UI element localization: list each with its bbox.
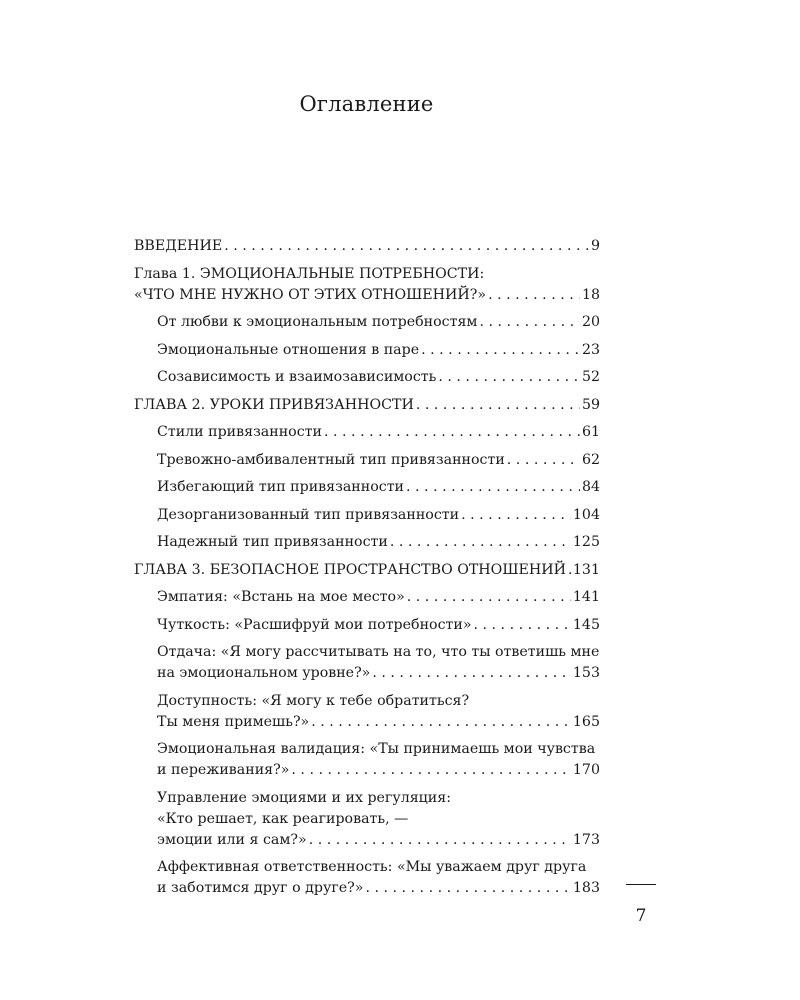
page-title: Оглавление bbox=[299, 92, 434, 116]
table-of-contents bbox=[134, 236, 600, 899]
toc-line bbox=[157, 422, 600, 443]
toc-leader-dots bbox=[479, 312, 579, 333]
toc-section-entry bbox=[134, 505, 600, 526]
toc-line bbox=[157, 857, 600, 878]
toc-entry-text: Надежный тип привязанности bbox=[157, 534, 388, 550]
toc-entry-text: Дезорганизованный тип привязанности bbox=[157, 506, 460, 523]
toc-leader-dots bbox=[365, 878, 570, 899]
toc-page-number: 9 bbox=[590, 238, 600, 254]
toc-line bbox=[157, 878, 600, 899]
toc-page-number: 59 bbox=[581, 396, 600, 413]
toc-line bbox=[157, 663, 600, 684]
toc-entry-text: Эмоциональная валидация: «Ты принимаешь мои чувства bbox=[157, 741, 596, 757]
toc-leader-dots bbox=[507, 450, 580, 471]
toc-page-number: 18 bbox=[581, 286, 600, 303]
toc-section-entry bbox=[134, 691, 600, 733]
toc-entry-text: Избегающий тип привязанности bbox=[157, 479, 405, 495]
toc-entry-text: Глава 1. ЭМОЦИОНАЛЬНЫЕ ПОТРЕБНОСТИ: bbox=[134, 265, 485, 282]
toc-entry-text: «ЧТО МНЕ НУЖНО ОТ ЭТИХ ОТНОШЕНИЙ?» bbox=[134, 286, 487, 303]
toc-page-number: 153 bbox=[572, 665, 600, 681]
footer-rule bbox=[626, 884, 656, 885]
toc-section-entry bbox=[134, 532, 600, 553]
toc-leader-dots bbox=[421, 340, 580, 361]
toc-line bbox=[157, 830, 600, 851]
toc-line bbox=[157, 712, 600, 733]
toc-line bbox=[157, 587, 600, 608]
toc-entry-text: ГЛАВА 2. УРОКИ ПРИВЯЗАННОСТИ bbox=[134, 396, 414, 413]
toc-line bbox=[157, 642, 600, 663]
toc-section-entry bbox=[134, 477, 600, 498]
toc-line bbox=[134, 264, 600, 285]
toc-page-number: 145 bbox=[572, 616, 600, 633]
toc-leader-dots bbox=[372, 663, 571, 684]
toc-leader-dots bbox=[568, 560, 571, 581]
toc-entry-text: на эмоциональном уровне?» bbox=[157, 665, 371, 681]
toc-entry-text: эмоции или я сам?» bbox=[157, 831, 307, 848]
toc-entry-text: Созависимость и взаимозависимость bbox=[157, 369, 437, 385]
toc-chapter-entry bbox=[134, 236, 600, 257]
toc-line bbox=[134, 285, 600, 306]
toc-line bbox=[157, 809, 600, 830]
toc-leader-dots bbox=[461, 505, 571, 526]
toc-entry-text: и переживания?» bbox=[157, 762, 290, 778]
toc-page-number: 165 bbox=[572, 713, 600, 730]
toc-entry-text: и заботимся друг о друге?» bbox=[157, 880, 364, 896]
toc-page-number: 131 bbox=[572, 561, 600, 578]
toc-line bbox=[157, 450, 600, 471]
toc-leader-dots bbox=[488, 285, 580, 306]
toc-section-entry bbox=[134, 739, 600, 781]
toc-page-number: 125 bbox=[572, 534, 600, 550]
toc-page-number: 104 bbox=[572, 506, 600, 523]
toc-line bbox=[157, 615, 600, 636]
toc-entry-text: «Кто решает, как реагировать, — bbox=[157, 810, 409, 827]
toc-leader-dots bbox=[311, 712, 571, 733]
toc-entry-text: Отдача: «Я могу рассчитывать на то, что ты ответишь мне bbox=[157, 644, 600, 660]
toc-page-number: 62 bbox=[581, 451, 600, 468]
toc-line bbox=[157, 340, 600, 361]
toc-entry-text: Эмпатия: «Встань на мое место» bbox=[157, 589, 405, 605]
toc-chapter-entry bbox=[134, 264, 600, 306]
toc-line bbox=[157, 691, 600, 712]
toc-page-number: 52 bbox=[581, 369, 600, 385]
toc-section-entry bbox=[134, 857, 600, 899]
toc-line bbox=[157, 312, 600, 333]
toc-line bbox=[134, 236, 600, 257]
toc-line bbox=[157, 532, 600, 553]
toc-section-entry bbox=[134, 367, 600, 388]
toc-line bbox=[157, 760, 600, 781]
toc-entry-text: Эмоциональные отношения в паре bbox=[157, 341, 420, 358]
toc-leader-dots bbox=[416, 395, 580, 416]
toc-chapter-entry bbox=[134, 560, 600, 581]
toc-line bbox=[157, 505, 600, 526]
toc-leader-dots bbox=[406, 477, 580, 498]
toc-section-entry bbox=[134, 450, 600, 471]
toc-page-number: 20 bbox=[581, 314, 600, 330]
toc-leader-dots bbox=[291, 760, 571, 781]
toc-section-entry bbox=[134, 312, 600, 333]
toc-page-number: 170 bbox=[572, 762, 600, 778]
toc-entry-text: Ты меня примешь?» bbox=[157, 713, 310, 730]
toc-entry-text: Чуткость: «Расшифруй мои потребности» bbox=[157, 616, 472, 633]
toc-entry-text: Доступность: «Я могу к тебе обратиться? bbox=[157, 692, 470, 709]
toc-line bbox=[157, 788, 600, 809]
toc-leader-dots bbox=[438, 367, 580, 388]
page-number: 7 bbox=[635, 906, 647, 926]
toc-entry-text: От любви к эмоциональным потребностям bbox=[157, 314, 478, 330]
toc-leader-dots bbox=[224, 236, 589, 257]
toc-entry-text: ВВЕДЕНИЕ bbox=[134, 238, 223, 254]
toc-entry-text: ГЛАВА 3. БЕЗОПАСНОЕ ПРОСТРАНСТВО ОТНОШЕНИЙ bbox=[134, 561, 566, 578]
toc-section-entry bbox=[134, 642, 600, 684]
toc-section-entry bbox=[134, 788, 600, 851]
toc-entry-text: Управление эмоциями и их регуляция: bbox=[157, 789, 451, 806]
toc-section-entry bbox=[134, 340, 600, 361]
toc-page-number: 141 bbox=[572, 589, 600, 605]
toc-section-entry bbox=[134, 587, 600, 608]
toc-page-number: 183 bbox=[572, 880, 600, 896]
toc-line bbox=[157, 367, 600, 388]
toc-page-number: 84 bbox=[581, 479, 600, 495]
toc-page-number: 61 bbox=[581, 424, 600, 440]
toc-leader-dots bbox=[309, 830, 571, 851]
toc-line bbox=[134, 395, 600, 416]
toc-line bbox=[134, 560, 600, 581]
toc-leader-dots bbox=[474, 615, 571, 636]
toc-section-entry bbox=[134, 615, 600, 636]
toc-page-number: 173 bbox=[572, 831, 600, 848]
toc-section-entry bbox=[134, 422, 600, 443]
toc-line bbox=[157, 739, 600, 760]
toc-page-number: 23 bbox=[581, 341, 600, 358]
toc-leader-dots bbox=[390, 532, 571, 553]
toc-entry-text: Тревожно-амбивалентный тип привязанности bbox=[157, 451, 505, 468]
toc-leader-dots bbox=[324, 422, 580, 443]
toc-chapter-entry bbox=[134, 395, 600, 416]
toc-line bbox=[157, 477, 600, 498]
toc-entry-text: Аффективная ответственность: «Мы уважаем друг друга bbox=[157, 859, 587, 875]
toc-entry-text: Стили привязанности bbox=[157, 424, 322, 440]
toc-leader-dots bbox=[407, 587, 571, 608]
